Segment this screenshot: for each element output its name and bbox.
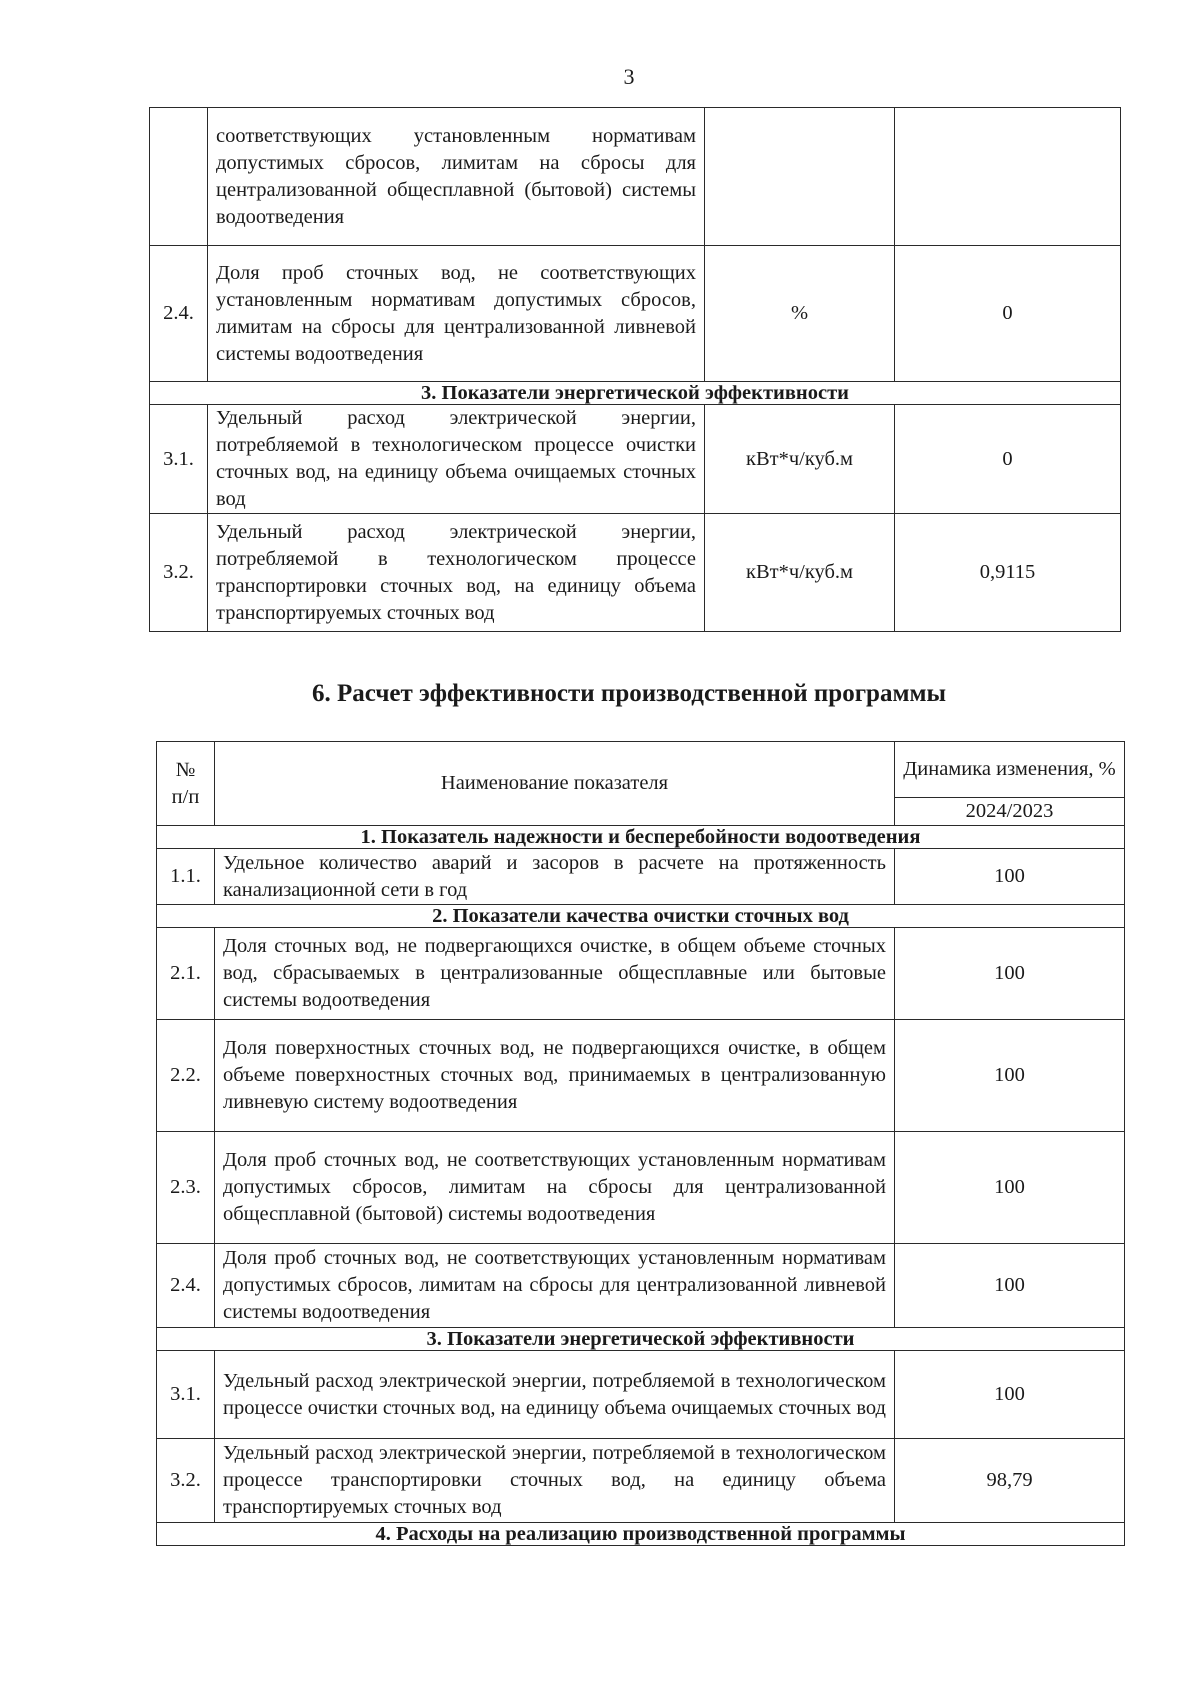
row-number: 2.2. xyxy=(157,1020,215,1132)
header-period: 2024/2023 xyxy=(895,798,1125,826)
table-row xyxy=(157,1351,1125,1439)
table-row xyxy=(157,1020,1125,1132)
indicator-name: Доля проб сточных вод, не соответствующих установленным нормативам допустимых сбросов, лимитам на сбросы для централизованной ливневой системы водоотведения xyxy=(208,246,705,382)
row-number: 3.2. xyxy=(157,1439,215,1523)
section-title: 4. Расходы на реализацию производственной программы xyxy=(157,1523,1125,1546)
row-number: 3.1. xyxy=(157,1351,215,1439)
section-title: 3. Показатели энергетической эффективности xyxy=(157,1328,1125,1351)
table-row xyxy=(157,1439,1125,1523)
header-row xyxy=(157,742,1125,798)
indicator-value: 100 xyxy=(895,1132,1125,1244)
indicator-name: Доля проб сточных вод, не соответствующих установленным нормативам допустимых сбросов, лимитам на сбросы для централизованной ливневой системы водоотведения xyxy=(215,1244,895,1328)
indicator-value: 0,9115 xyxy=(895,514,1121,632)
indicator-value: 100 xyxy=(895,928,1125,1020)
indicator-name: Доля проб сточных вод, не соответствующих установленным нормативам допустимых сбросов, лимитам на сбросы для централизованной общесплавной (бытовой) системы водоотведения xyxy=(215,1132,895,1244)
section-row xyxy=(157,826,1125,849)
table-row xyxy=(150,246,1121,382)
indicator-value: 100 xyxy=(895,1020,1125,1132)
indicator-name: Удельный расход электрической энергии, потребляемой в технологическом процессе очистки сточных вод, на единицу объема очищаемых сточных вод xyxy=(208,405,705,514)
table-row xyxy=(157,1244,1125,1328)
table-row xyxy=(157,928,1125,1020)
indicator-name: Удельный расход электрической энергии, потребляемой в технологическом процессе очистки сточных вод, на единицу объема очищаемых сточных вод xyxy=(215,1351,895,1439)
indicator-name: Доля сточных вод, не подвергающихся очистке, в общем объеме сточных вод, сбрасываемых в централизованные общесплавные или бытовые системы водоотведения xyxy=(215,928,895,1020)
row-number: 2.3. xyxy=(157,1132,215,1244)
header-name: Наименование показателя xyxy=(215,742,895,826)
indicator-value: 0 xyxy=(895,246,1121,382)
section-row xyxy=(157,1328,1125,1351)
indicator-value: 100 xyxy=(895,849,1125,905)
row-number: 2.4. xyxy=(157,1244,215,1328)
row-number: 3.1. xyxy=(150,405,208,514)
indicator-value: 0 xyxy=(895,405,1121,514)
section-heading: 6. Расчет эффективности производственной программы xyxy=(311,680,947,707)
indicator-name: соответствующих установленным нормативам допустимых сбросов, лимитам на сбросы для централизованной общесплавной (бытовой) системы водоотведения xyxy=(208,108,705,246)
indicator-unit: % xyxy=(705,246,895,382)
row-number: 2.4. xyxy=(150,246,208,382)
indicator-unit xyxy=(705,108,895,246)
row-number: 2.1. xyxy=(157,928,215,1020)
table-row xyxy=(150,514,1121,632)
indicator-unit: кВт*ч/куб.м xyxy=(705,405,895,514)
section-row xyxy=(150,382,1121,405)
indicator-name: Удельный расход электрической энергии, потребляемой в технологическом процессе транспортировки сточных вод, на единицу объема транспортируемых сточных вод xyxy=(208,514,705,632)
table-row xyxy=(150,405,1121,514)
section-row xyxy=(157,1523,1125,1546)
row-number: 3.2. xyxy=(150,514,208,632)
indicator-name: Удельный расход электрической энергии, потребляемой в технологическом процессе транспортировки сточных вод, на единицу объема транспортируемых сточных вод xyxy=(215,1439,895,1523)
row-number: 1.1. xyxy=(157,849,215,905)
section-title: 1. Показатель надежности и бесперебойности водоотведения xyxy=(157,826,1125,849)
header-dynamics: Динамика изменения, % xyxy=(895,742,1125,798)
section-title: 3. Показатели энергетической эффективности xyxy=(150,382,1121,405)
table-row xyxy=(157,1132,1125,1244)
section-row xyxy=(157,905,1125,928)
indicator-name: Доля поверхностных сточных вод, не подвергающихся очистке, в общем объеме поверхностных сточных вод, принимаемых в централизованную ливневую систему водоотведения xyxy=(215,1020,895,1132)
table-row xyxy=(157,849,1125,905)
indicator-value: 98,79 xyxy=(895,1439,1125,1523)
header-num: № п/п xyxy=(157,742,215,826)
indicator-value: 100 xyxy=(895,1244,1125,1328)
indicator-value: 100 xyxy=(895,1351,1125,1439)
indicator-name: Удельное количество аварий и засоров в расчете на протяженность канализационной сети в год xyxy=(215,849,895,905)
efficiency-table xyxy=(156,741,1125,1546)
indicators-table-continued xyxy=(149,107,1121,632)
section-title: 2. Показатели качества очистки сточных вод xyxy=(157,905,1125,928)
table-row xyxy=(150,108,1121,246)
indicator-value xyxy=(895,108,1121,246)
page-number: 3 xyxy=(623,64,635,89)
row-number xyxy=(150,108,208,246)
indicator-unit: кВт*ч/куб.м xyxy=(705,514,895,632)
